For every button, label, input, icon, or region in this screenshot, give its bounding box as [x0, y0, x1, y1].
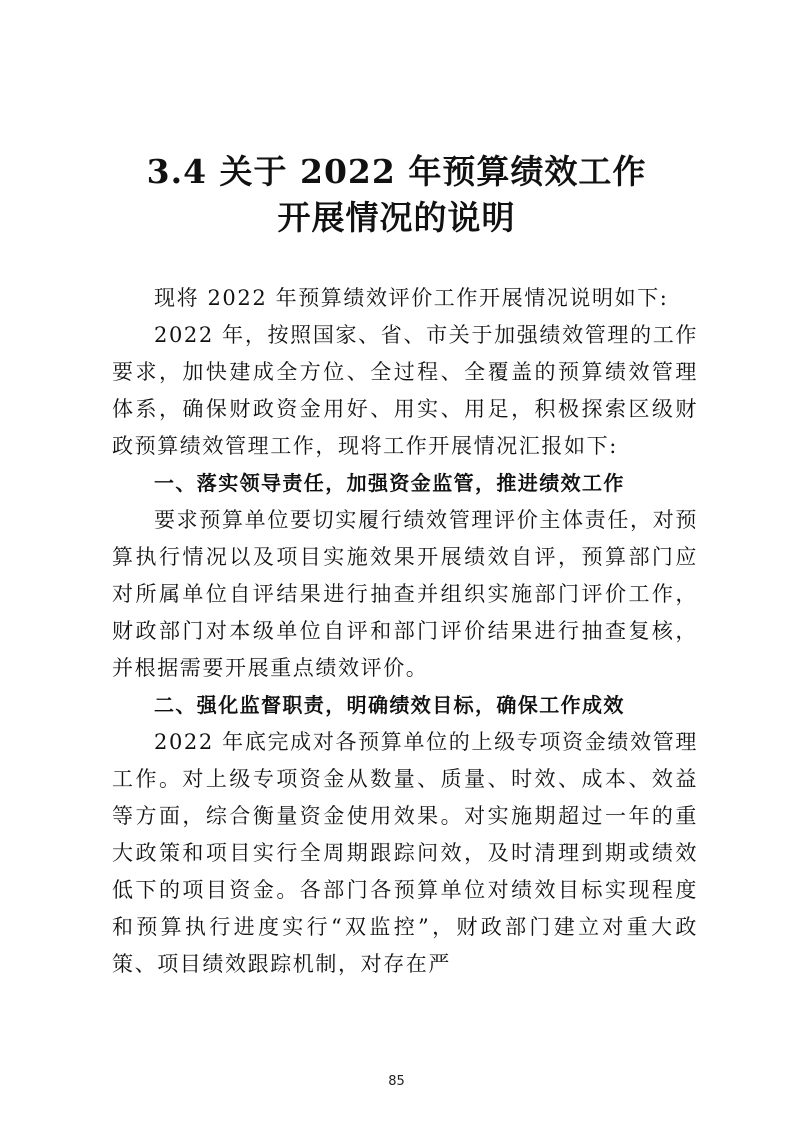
section-2-paragraph: 2022 年底完成对各预算单位的上级专项资金绩效管理工作。对上级专项资金从数量、质量、时效、成本、效益等方面，综合衡量资金使用效果。对实施期超过一年的重大政策和项目实行全周期跟踪问效，及时清理到期或绩效低下的项目资金。各部门各预算单位对绩效目标实现程度和预算执行进度实行“双监控”，财政部门建立对重大政策、项目绩效跟踪机制，对存在严: [112, 730, 698, 976]
document-body: [112, 280, 698, 983]
section-2-heading: 二、强化监督职责，明确绩效目标，确保工作成效: [154, 693, 625, 717]
page-title-line2: 开展情况的说明: [277, 198, 516, 237]
page-title: 3.4 关于 2022 年预算绩效工作: [146, 152, 647, 191]
section-1-paragraph: 要求预算单位要切实履行绩效管理评价主体责任，对预算执行情况以及项目实施效果开展绩效自评，预算部门应对所属单位自评结果进行抽查并组织实施部门评价工作，财政部门对本级单位自评和部门评价结果进行抽查复核，并根据需要开展重点绩效评价。: [112, 508, 698, 680]
paragraph-1: 2022 年，按照国家、省、市关于加强绩效管理的工作要求，加快建成全方位、全过程、全覆盖的预算绩效管理体系，确保财政资金用好、用实、用足，积极探索区级财政预算绩效管理工作，现将工作开展情况汇报如下:: [112, 323, 698, 458]
page-number: 85: [388, 1074, 405, 1089]
intro-paragraph: 现将 2022 年预算绩效评价工作开展情况说明如下:: [154, 286, 669, 310]
section-1-heading: 一、落实领导责任，加强资金监管，推进绩效工作: [154, 471, 625, 495]
